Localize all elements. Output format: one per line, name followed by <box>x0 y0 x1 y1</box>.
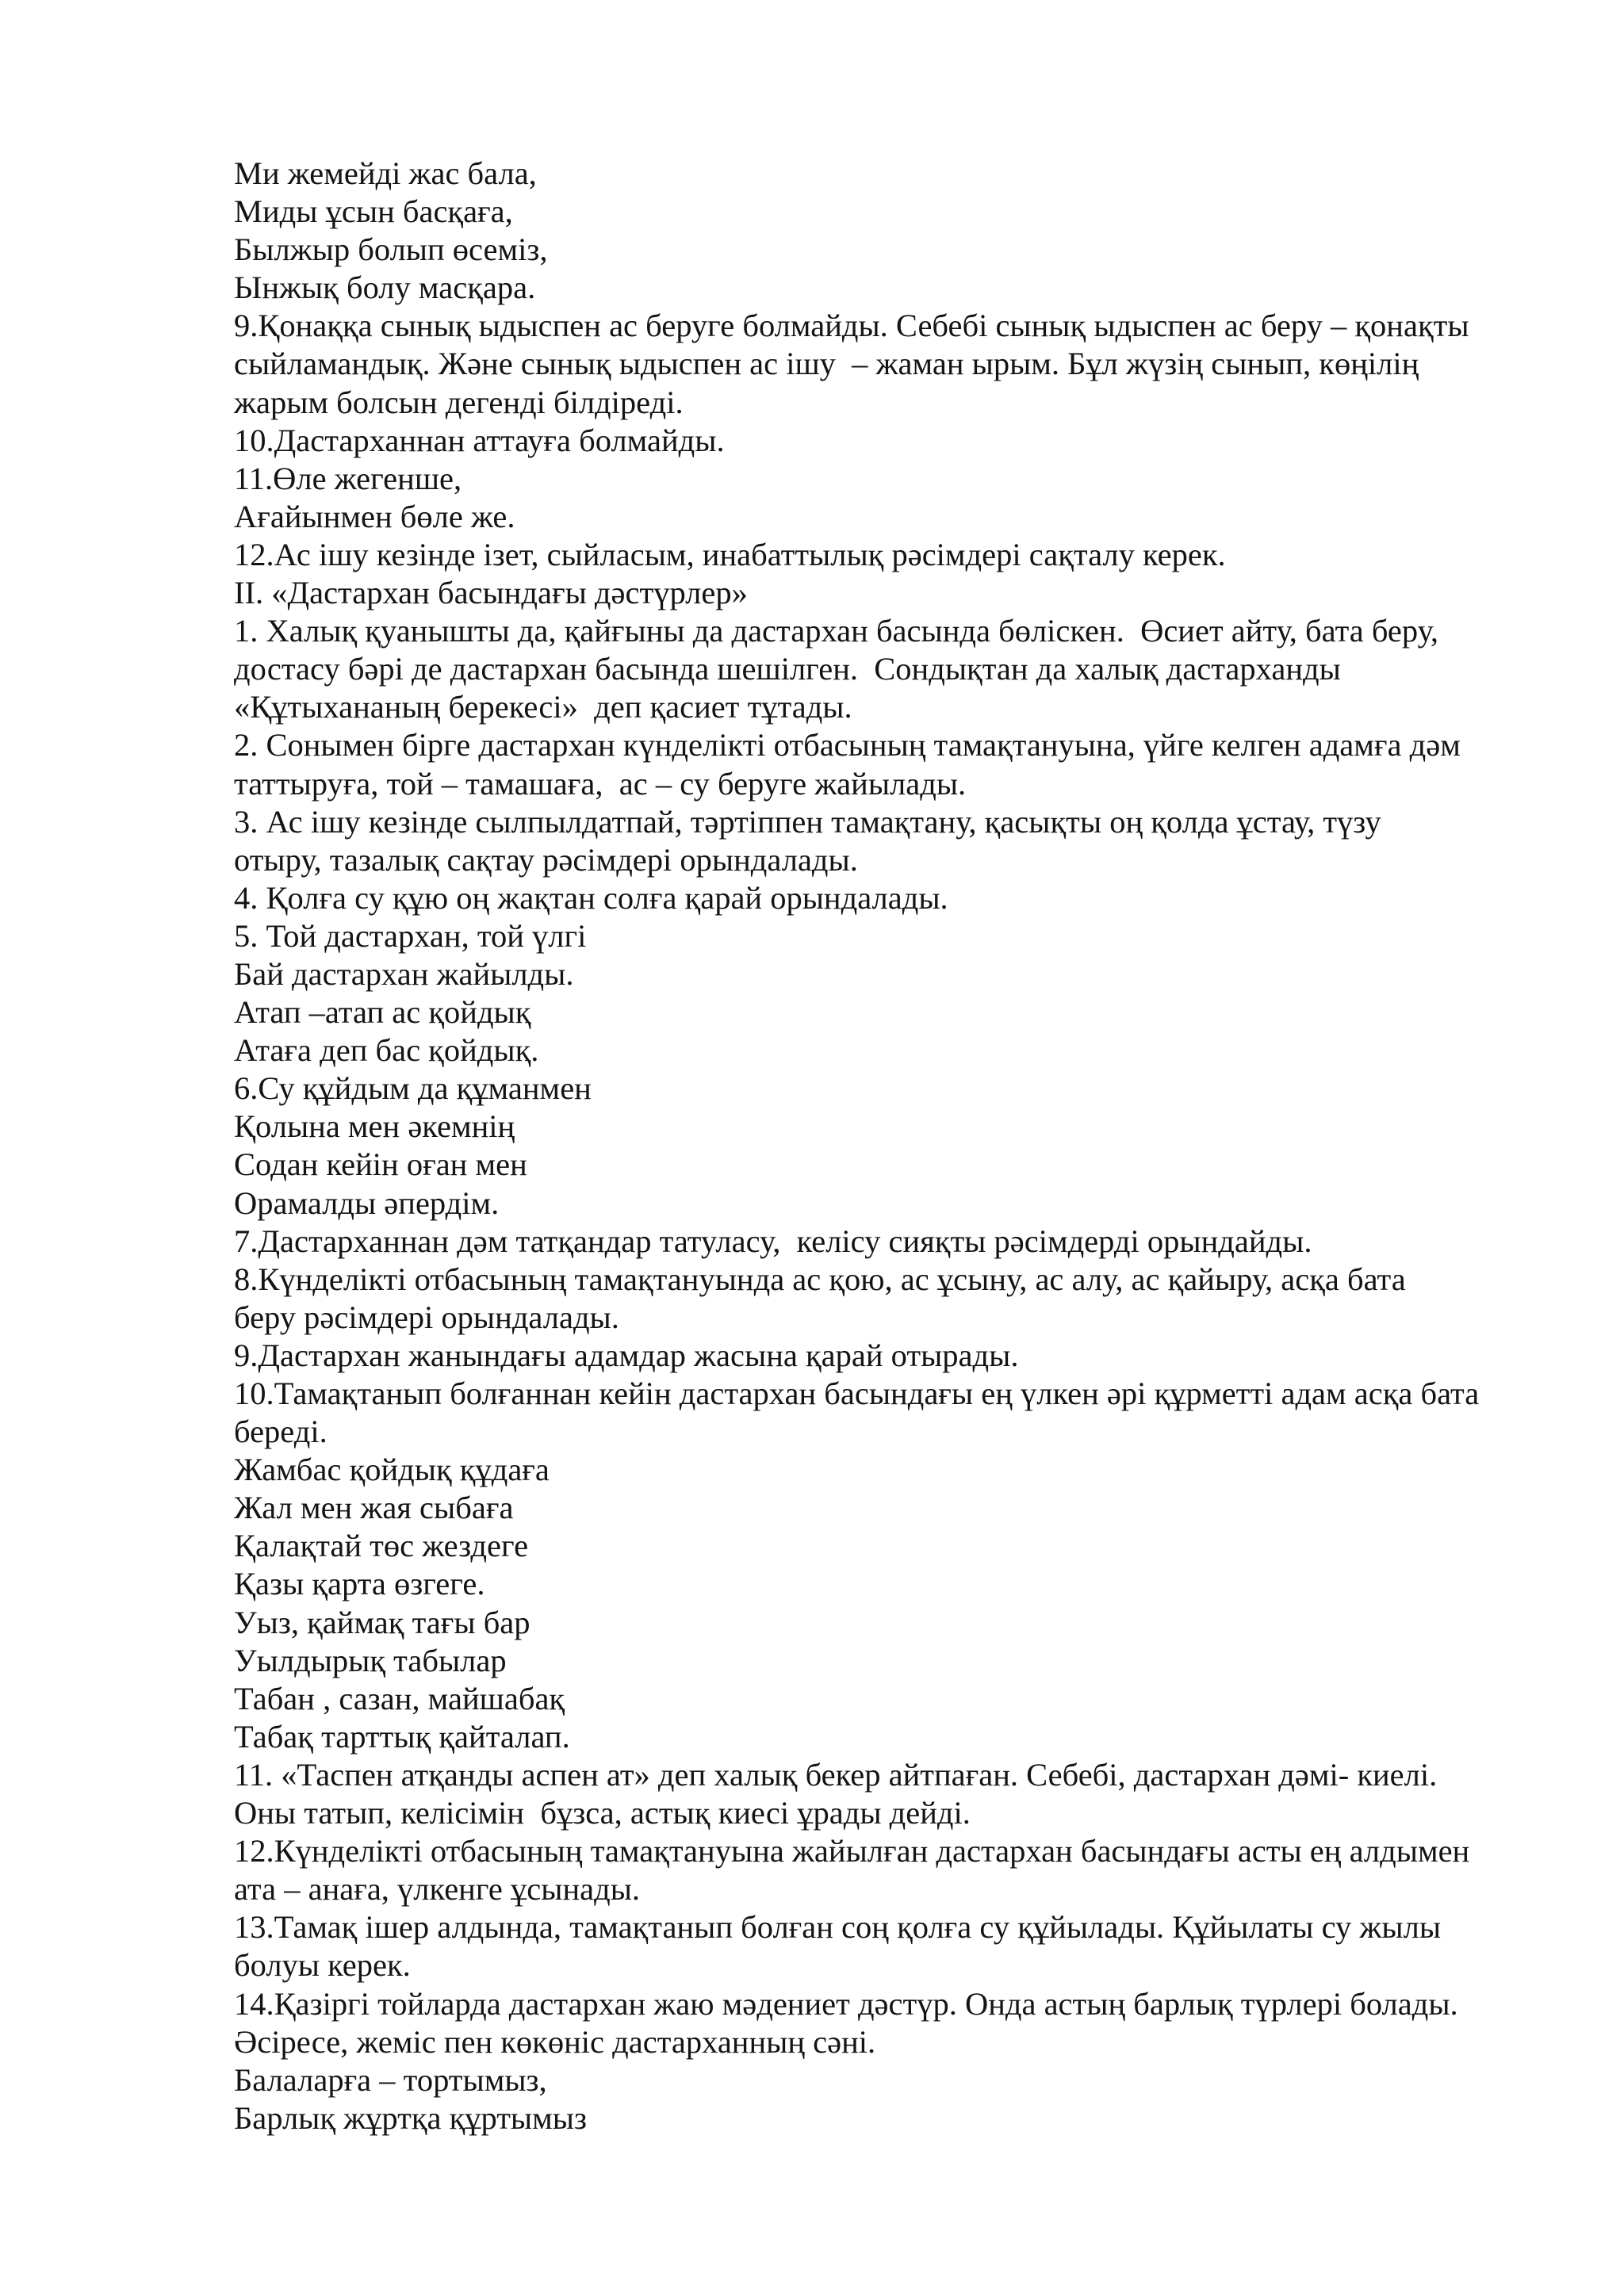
text-line: Уылдырық табылар <box>234 1642 507 1678</box>
text-line: Табан , сазан, майшабақ <box>234 1680 565 1716</box>
text-line: Балаларға – тортымыз, <box>234 2061 547 2098</box>
text-line: 8.Күнделікті отбасының тамақтануында ас қою, ас ұсыну, ас алу, ас қайыру, асқа бата <box>234 1261 1406 1297</box>
text-line: болуы керек. <box>234 1947 411 1984</box>
text-line: жарым болсын дегенді білдіреді. <box>234 384 684 420</box>
text-line: 5. Той дастархан, той үлгі <box>234 917 587 954</box>
text-line: Миды ұсын басқаға, <box>234 193 513 230</box>
text-line: 10.Дастарханнан аттауға болмайды. <box>234 422 725 458</box>
text-line: Содан кейін оған мен <box>234 1146 527 1183</box>
text-line: Уыз, қаймақ тағы бар <box>234 1604 530 1640</box>
text-line: Әсіресе, жеміс пен көкөніс дастарханның сәні. <box>234 2023 876 2060</box>
text-line: 10.Тамақтанып болғаннан кейін дастархан басындағы ең үлкен әрі құрметті адам асқа бата <box>234 1376 1480 1411</box>
text-line: Қолына мен әкемнің <box>234 1108 515 1145</box>
text-line: «Құтыхананың берекесі» деп қасиет тұтады. <box>234 689 852 725</box>
text-line: Атап –атап ас қойдық <box>234 994 531 1031</box>
text-line: 2. Сонымен бірге дастархан күнделікті отбасының тамақтануына, үйге келген адамға дәм <box>234 727 1461 763</box>
text-line: 11.Өле жегенше, <box>234 460 462 496</box>
text-line: отыру, тазалық сақтау рәсімдері орындалады. <box>234 841 858 878</box>
text-line: беру рәсімдері орындалады. <box>234 1299 619 1335</box>
text-line: Барлық жұртқа құртымыз <box>234 2099 587 2136</box>
text-line: 11. «Таспен атқанды аспен ат» деп халық бекер айтпаған. Себебі, дастархан дәмі- киелі. <box>234 1756 1438 1793</box>
text-line: достасу бәрі де дастархан басында шешілген. Сондықтан да халық дастарханды <box>234 651 1341 687</box>
text-line: Жамбас қойдық құдаға <box>234 1452 550 1488</box>
text-line: Ми жемейді жас бала, <box>234 155 537 191</box>
text-line: 12.Күнделікті отбасының тамақтануына жайылған дастархан басындағы асты ең алдымен <box>234 1833 1470 1869</box>
text-line: сыйламандық. Және сынық ыдыспен ас ішу – жаман ырым. Бұл жүзің сынып, көңілің <box>234 346 1419 382</box>
text-line: Жал мен жая сыбаға <box>234 1490 514 1526</box>
text-line: Ағайынмен бөле же. <box>234 498 515 534</box>
text-line: Қазы қарта өзгеге. <box>234 1566 485 1602</box>
text-line: Атаға деп бас қойдық. <box>234 1032 539 1069</box>
text-line: 12.Ас ішу кезінде ізет, сыйласым, инабаттылық рәсімдері сақталу керек. <box>234 536 1226 572</box>
text-line: Ынжық болу масқара. <box>234 270 536 306</box>
section-heading: ІІ. «Дастархан басындағы дәстүрлер» <box>234 575 748 611</box>
text-line: Қалақтай төс жездеге <box>234 1528 529 1564</box>
text-line: Бай дастархан жайылды. <box>234 955 574 992</box>
text-line: 9.Қонаққа сынық ыдыспен ас беруге болмайды. Себебі сынық ыдыспен ас беру – қонақты <box>234 308 1469 344</box>
text-line: 13.Тамақ ішер алдында, тамақтанып болған соң қолға су құйылады. Құйылаты су жылы <box>234 1909 1442 1946</box>
text-line: таттыруға, той – тамашаға, ас – су беруге жайылады. <box>234 765 967 802</box>
text-line: 4. Қолға су құю оң жақтан солға қарай орындалады. <box>234 879 948 916</box>
text-line: 6.Су құйдым да құманмен <box>234 1070 592 1107</box>
text-line: Былжыр болып өсеміз, <box>234 232 548 268</box>
text-line: 1. Халық қуанышты да, қайғыны да дастархан басында бөліскен. Өсиет айту, бата беру, <box>234 613 1438 649</box>
text-line: береді. <box>234 1414 327 1450</box>
document-body <box>234 155 1534 2137</box>
text-line: 3. Ас ішу кезінде сылпылдатпай, тәртіппен тамақтану, қасықты оң қолда ұстау, түзу <box>234 803 1381 840</box>
text-line: 14.Қазіргі тойларда дастархан жаю мәдениет дәстүр. Онда астың барлық түрлері болады. <box>234 1985 1458 2022</box>
text-line: Орамалды әпердім. <box>234 1184 500 1221</box>
text-line: ата – анаға, үлкенге ұсынады. <box>234 1871 641 1908</box>
text-line: 7.Дастарханнан дәм татқандар татуласу, келісу сияқты рәсімдерді орындайды. <box>234 1223 1312 1259</box>
text-line: Табақ тарттық қайталап. <box>234 1718 570 1755</box>
text-line: Оны татып, келісімін бұзса, астық киесі ұрады дейді. <box>234 1795 971 1831</box>
text-line: 9.Дастархан жанындағы адамдар жасына қарай отырады. <box>234 1337 1019 1373</box>
